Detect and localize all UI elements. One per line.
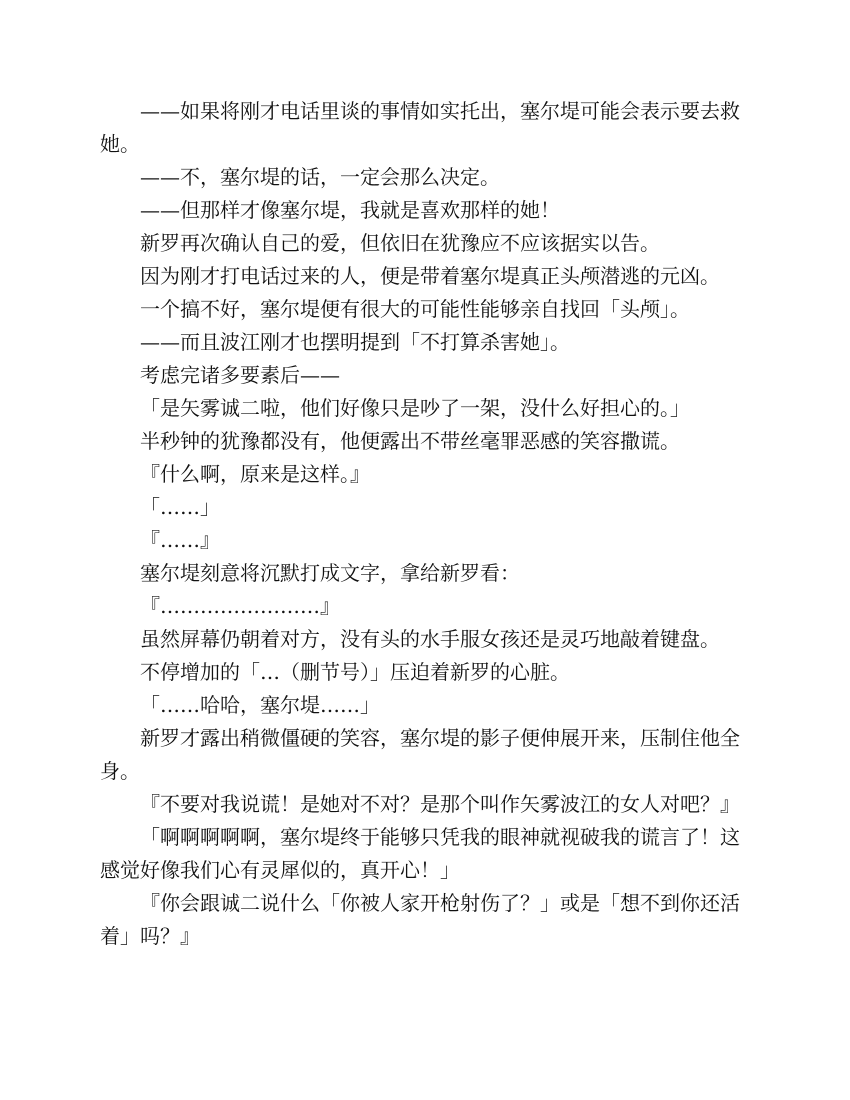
paragraph: 因为刚才打电话过来的人，便是带着塞尔堤真正头颅潜逃的元凶。 (140, 264, 720, 288)
paragraph: ——如果将刚才电话里谈的事情如实托出，塞尔堤可能会表示要去救她。 (100, 99, 740, 156)
paragraph: 一个搞不好，塞尔堤便有很大的可能性能够亲自找回「头颅」。 (140, 297, 690, 321)
dialogue-line: 「是矢雾诚二啦，他们好像只是吵了一架，没什么好担心的。」 (140, 396, 690, 420)
paragraph: 新罗再次确认自己的爱，但依旧在犹豫应不应该据实以告。 (140, 231, 660, 255)
paragraph: 考虑完诸多要素后—— (140, 363, 340, 387)
paragraph: 半秒钟的犹豫都没有，他便露出不带丝毫罪恶感的笑容撒谎。 (140, 429, 680, 453)
dialogue-line: 「啊啊啊啊啊，塞尔堤终于能够只凭我的眼神就视破我的谎言了！这感觉好像我们心有灵犀似的，真开心！」 (100, 825, 740, 882)
dialogue-line: 「……哈哈，塞尔堤……」 (140, 693, 380, 717)
dialogue-line: 「……」 (140, 495, 220, 519)
paragraph: 新罗才露出稍微僵硬的笑容，塞尔堤的影子便伸展开来，压制住他全身。 (100, 726, 740, 783)
dialogue-line: 『……………………』 (140, 594, 340, 618)
dialogue-line: 『你会跟诚二说什么「你被人家开枪射伤了？」或是「想不到你还活着」吗？』 (100, 891, 740, 948)
novel-text-body (100, 95, 750, 953)
dialogue-line: 『……』 (140, 528, 220, 552)
dialogue-line: 『什么啊，原来是这样。』 (140, 462, 370, 486)
paragraph: 虽然屏幕仍朝着对方，没有头的水手服女孩还是灵巧地敲着键盘。 (140, 627, 720, 651)
dialogue-line: 『不要对我说谎！是她对不对？是那个叫作矢雾波江的女人对吧？』 (140, 792, 740, 816)
paragraph: ——但那样才像塞尔堤，我就是喜欢那样的她！ (140, 198, 560, 222)
paragraph: 不停增加的「…（删节号）」压迫着新罗的心脏。 (140, 660, 570, 684)
paragraph: 塞尔堤刻意将沉默打成文字，拿给新罗看： (140, 561, 520, 585)
paragraph: ——而且波江刚才也摆明提到「不打算杀害她」。 (140, 330, 570, 354)
paragraph: ——不，塞尔堤的话，一定会那么决定。 (140, 165, 500, 189)
